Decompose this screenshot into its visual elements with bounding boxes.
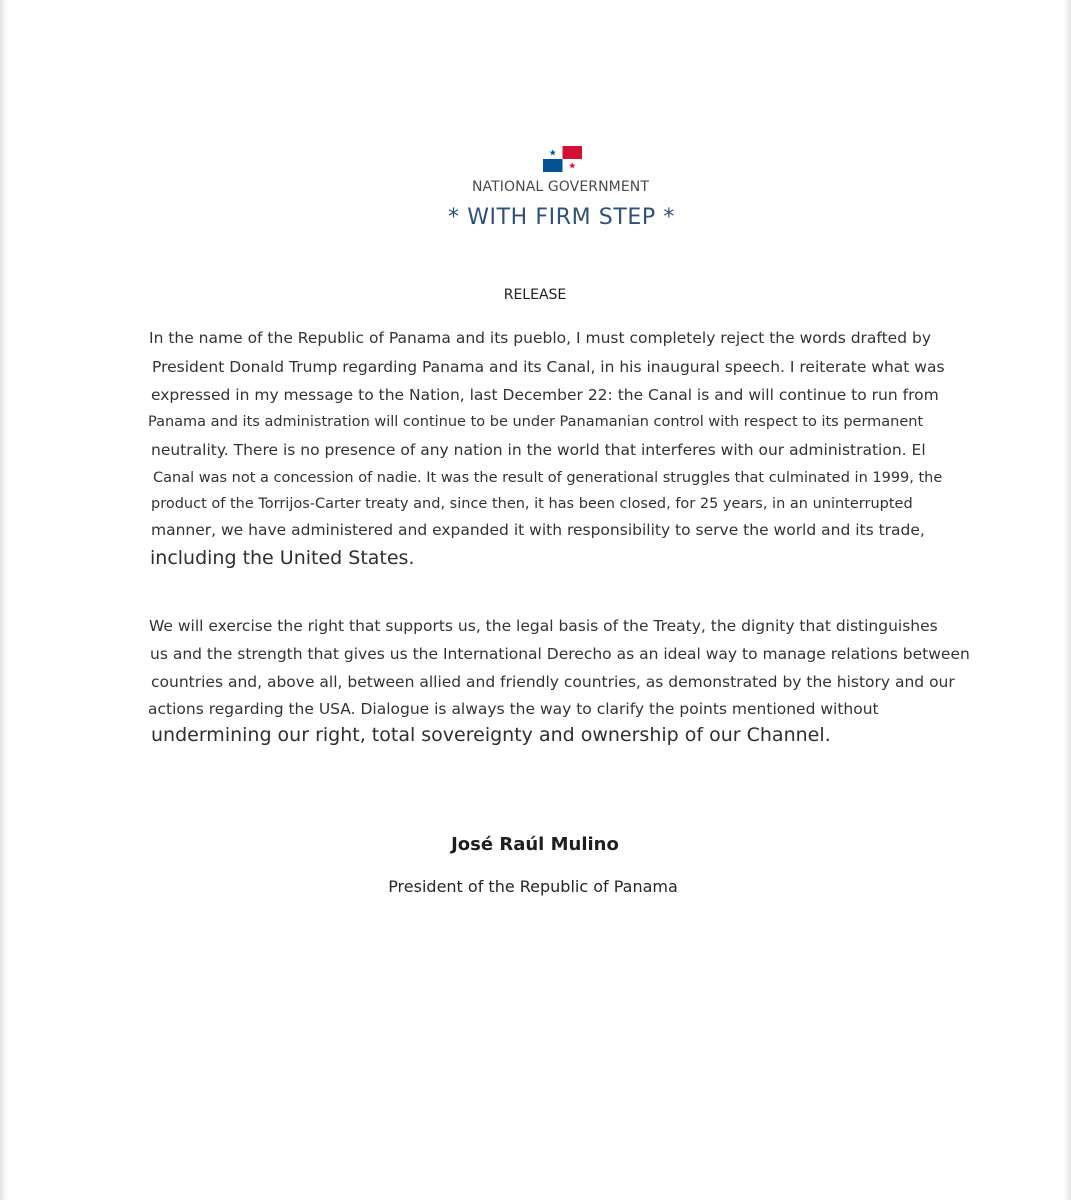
panama-flag-icon <box>543 146 582 172</box>
document-type-label: RELEASE <box>503 287 567 303</box>
paragraph-line: product of the Torrijos-Carter treaty and, since then, it has been closed, for 25 years, in an uninterrupted <box>151 496 913 512</box>
paragraph-line: In the name of the Republic of Panama and its pueblo, I must completely reject the words drafted by <box>149 329 931 347</box>
signatory-title: President of the Republic of Panama <box>388 877 678 896</box>
signatory-name: José Raúl Mulino <box>451 834 619 855</box>
paragraph-line: We will exercise the right that supports us, the legal basis of the Treaty, the dignity that distinguishes <box>149 617 938 635</box>
body-paragraph-2 <box>148 616 970 756</box>
body-paragraph-1 <box>148 328 945 578</box>
paragraph-line: undermining our right, total sovereignty and ownership of our Channel. <box>151 724 831 746</box>
paragraph-line: expressed in my message to the Nation, last December 22: the Canal is and will continue to run from <box>151 386 939 404</box>
paragraph-line: actions regarding the USA. Dialogue is always the way to clarify the points mentioned without <box>148 700 879 718</box>
government-label: NATIONAL GOVERNMENT <box>471 179 650 195</box>
paragraph-line: neutrality. There is no presence of any nation in the world that interferes with our administration. El <box>151 441 926 459</box>
motto-heading: * WITH FIRM STEP * <box>448 205 675 230</box>
paragraph-line: President Donald Trump regarding Panama and its Canal, in his inaugural speech. I reiterate what was <box>152 358 945 376</box>
paragraph-line: Panama and its administration will continue to be under Panamanian control with respect to its permanent <box>148 414 924 430</box>
paragraph-line: including the United States. <box>150 547 415 569</box>
paragraph-line: countries and, above all, between allied and friendly countries, as demonstrated by the history and our <box>151 673 955 691</box>
paragraph-line: manner, we have administered and expanded it with responsibility to serve the world and its trade, <box>151 521 925 539</box>
paragraph-line: Canal was not a concession of nadie. It was the result of generational struggles that culminated in 1999, the <box>153 470 943 486</box>
paragraph-line: us and the strength that gives us the International Derecho as an ideal way to manage relations between <box>150 645 970 663</box>
